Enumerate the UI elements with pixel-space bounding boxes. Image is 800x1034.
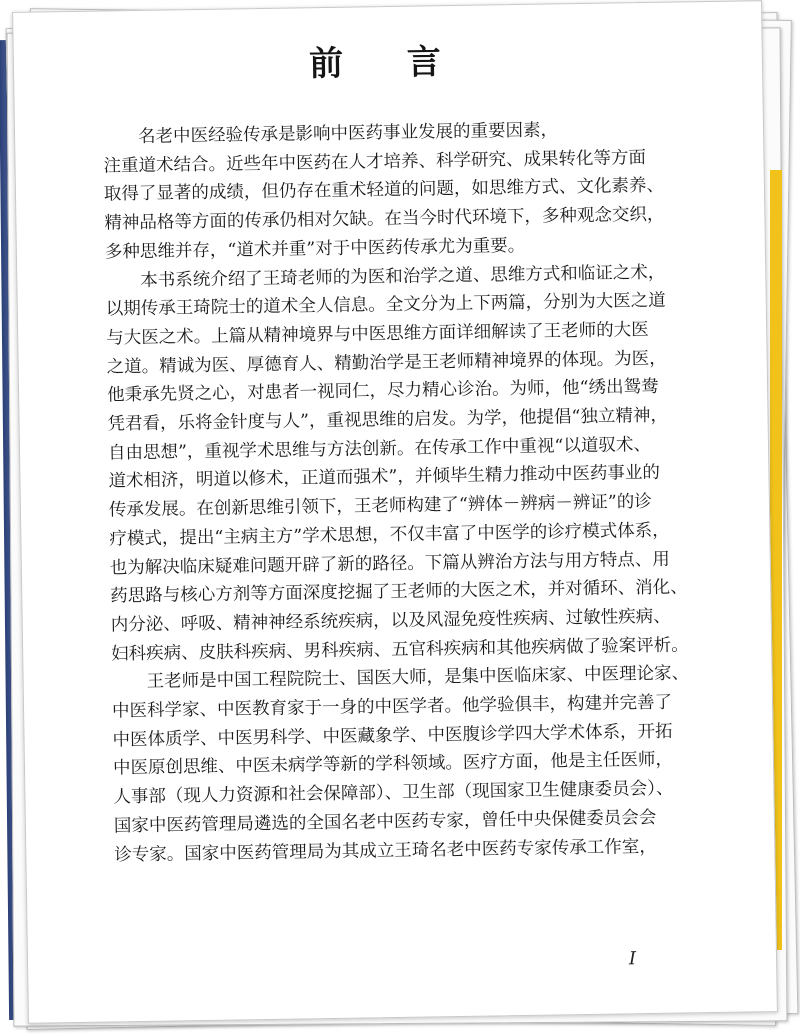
text-line: 药思路与核心方剂等方面深度挖掘了王老师的大医之术，并对循环、消化、: [110, 577, 688, 607]
text-line: 之道。精诚为医、厚德育人、精勤治学是王老师精神境界的体现。为医，: [106, 348, 667, 378]
page-title: 前 言: [308, 41, 468, 85]
text-line: 国家中医药管理局遴选的全国名老中医药专家，曾任中央保健委员会会: [113, 807, 657, 837]
text-line: 本书系统介绍了王琦老师的为医和治学之道、思维方式和临证之术，: [105, 262, 666, 292]
page-number: I: [628, 948, 637, 970]
text-line: 也为解决临床疑难问题开辟了新的路径。下篇从辨治方法与用方特点、用: [109, 549, 670, 579]
text-line: 自由思想”，重视学术思维与方法创新。在传承工作中重视“以道驭术、: [107, 434, 652, 464]
text-line: 凭君看，乐将金针度与人”，重视思维的启发。为学，他提倡“独立精神，: [107, 405, 669, 435]
text-line: 多种思维并存，“道术并重”对于中医药传承尤为重要。: [104, 235, 526, 263]
text-line: 名老中医经验传承是影响中医药事业发展的重要因素，: [102, 120, 559, 148]
text-line: 与大医之术。上篇从精神境界与中医思维方面详细解读了王老师的大医: [106, 319, 649, 349]
text-line: 妇科疾病、皮肤科疾病、男科疾病、五官科疾病和其他疾病做了验案评析。: [111, 635, 689, 665]
text-line: 疗模式，提出“主病主方”学术思想，不仅丰富了中医学的诊疗模式体系，: [109, 520, 670, 550]
text-line: 以期传承王琦院士的道术全人信息。全文分为上下两篇，分别为大医之道: [105, 290, 666, 320]
text-line: 精神品格等方面的传承仍相对欠缺。在当今时代环境下，多种观念交织，: [104, 204, 665, 234]
text-line: 取得了显著的成绩，但仍存在重术轻道的问题，如思维方式、文化素养、: [103, 176, 665, 205]
body-text: [103, 113, 755, 869]
text-line: 王老师是中国工程院院士、国医大师，是集中医临床家、中医理论家、: [111, 663, 690, 693]
text-line: 注重道术结合。近些年中医药在人才培养、科学研究、成果转化等方面: [103, 147, 647, 177]
text-line: 中医原创思维、中医未病学等新的学科领域。医疗方面，他是主任医师，: [112, 750, 674, 779]
text-line: 内分泌、呼吸、精神神经系统疾病，以及风湿免疫性疾病、过敏性疾病、: [110, 606, 671, 636]
text-line: 传承发展。在创新思维引领下，王老师构建了“辨体－辨病－辨证”的诊: [108, 492, 652, 521]
text-line: 他秉承先贤之心，对患者一视同仁，尽力精心诊治。为师，他“绣出鸳鸯: [106, 377, 659, 406]
text-line: 诊专家。国家中医药管理局为其成立王琦名老中医药专家传承工作室，: [114, 836, 657, 866]
text-line: 道术相济，明道以修术，正道而强术”，并倾毕生精力推动中医药事业的: [108, 463, 661, 492]
text-line: 人事部（现人力资源和社会保障部）、卫生部（现国家卫生健康委员会）、: [113, 778, 674, 808]
document-page: [12, 0, 778, 1024]
text-line: 中医体质学、中医男科学、中医藏象学、中医腹诊学四大学术体系，开拓: [112, 721, 673, 751]
text-line: 中医科学家、中医教育家于一身的中医学者。他学验俱丰，构建并完善了: [111, 692, 673, 722]
